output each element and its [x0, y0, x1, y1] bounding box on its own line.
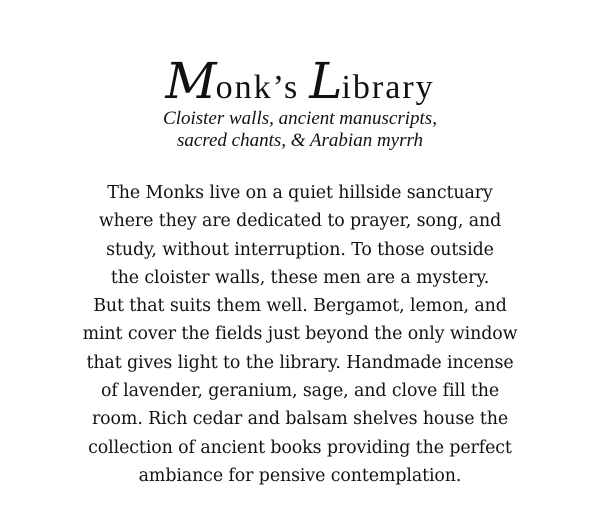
- description-line: that gives light to the library. Handmade incense: [86, 352, 514, 373]
- description-line: study, without interruption. To those outside: [106, 239, 494, 260]
- description-line: ambiance for pensive contemplation.: [138, 465, 462, 486]
- title-initial-l: L: [309, 52, 342, 110]
- title-initial-m: M: [165, 52, 216, 110]
- description-line: But that suits them well. Bergamot, lemon, and: [93, 296, 507, 317]
- description-line: room. Rich cedar and balsam shelves house the: [91, 409, 509, 430]
- description-line: where they are dedicated to prayer, song, and: [98, 211, 502, 232]
- subtitle: [0, 108, 600, 152]
- title-word-monks: onk’s: [215, 69, 300, 106]
- description-line: The Monks live on a quiet hillside sanctuary: [107, 183, 493, 203]
- description-line: the cloister walls, these men are a mystery.: [110, 267, 490, 288]
- description-line: collection of ancient books providing the perfect: [88, 437, 512, 458]
- subtitle-line: sacred chants, & Arabian myrrh: [176, 130, 424, 151]
- description-line: mint cover the fields just beyond the only window: [82, 324, 518, 345]
- description-paragraph: [0, 179, 600, 490]
- description-line: of lavender, geranium, sage, and clove fill the: [100, 381, 500, 402]
- subtitle-line: Cloister walls, ancient manuscripts,: [163, 108, 437, 129]
- title-word-library: ibrary: [341, 69, 435, 106]
